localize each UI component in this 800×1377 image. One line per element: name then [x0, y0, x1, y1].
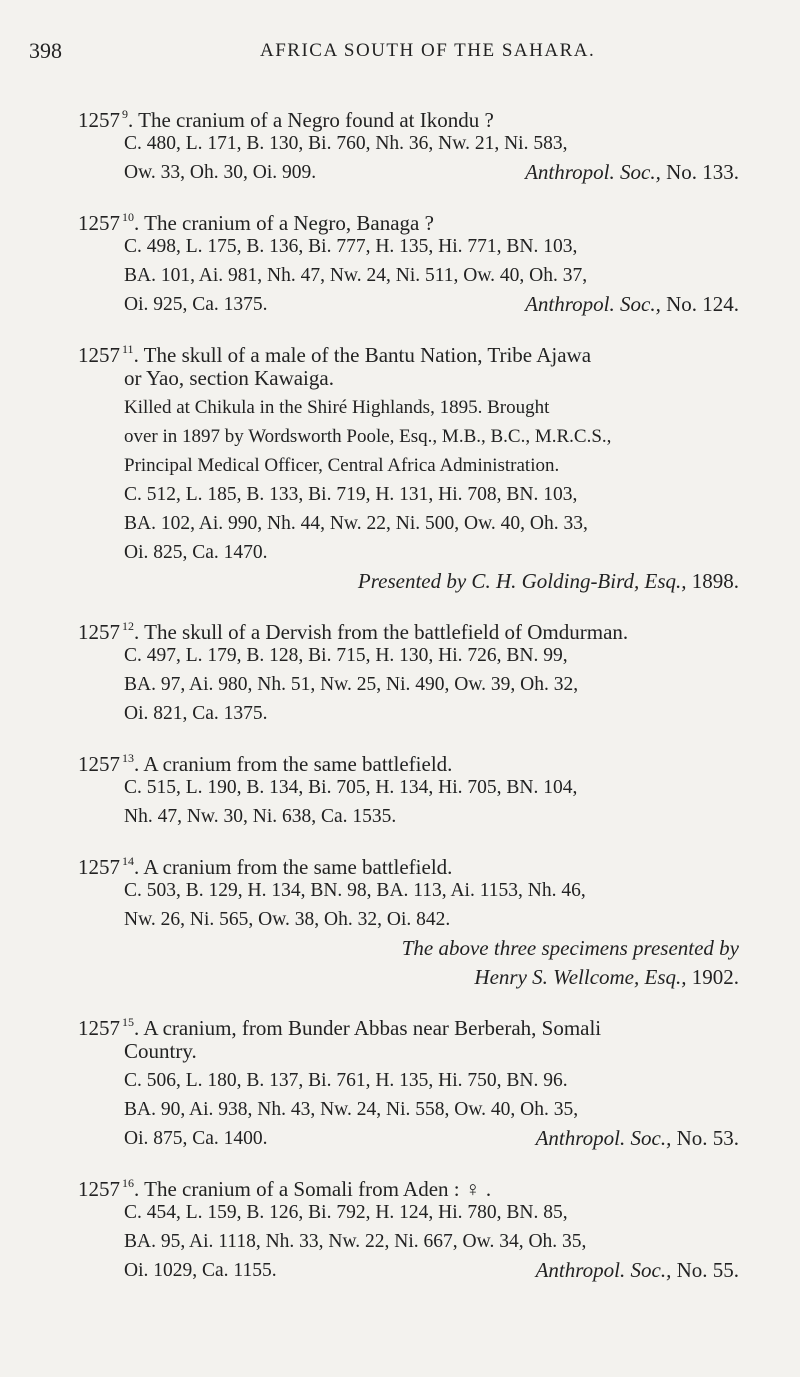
- citation: Anthropol. Soc., No. 133.: [525, 160, 739, 184]
- entry-1257-16: [0, 1169, 800, 1285]
- citation: Anthropol. Soc., No. 124.: [525, 292, 739, 316]
- citation: Anthropol. Soc., No. 53.: [535, 1126, 739, 1150]
- entry-title-continued: Country.: [124, 1039, 197, 1063]
- measurement-line: Oi. 825, Ca. 1470.: [124, 542, 268, 563]
- measurement-line: C. 503, B. 129, H. 134, BN. 98, BA. 113, Ai. 1153, Nh. 46,: [124, 880, 586, 901]
- entry-number: 1257 $^9$: [78, 107, 128, 132]
- entry-1257-10: [0, 203, 800, 319]
- measurement-line: Ow. 33, Oh. 30, Oi. 909. Anthropol. Soc., No. 133.: [0, 158, 800, 187]
- entry-number: 1257 $^{11}$: [78, 342, 134, 367]
- measurement-line: C. 497, L. 179, B. 128, Bi. 715, H. 130, Hi. 726, BN. 99,: [124, 645, 568, 666]
- measurement-line: BA. 90, Ai. 938, Nh. 43, Nw. 24, Ni. 558, Ow. 40, Oh. 35,: [124, 1099, 579, 1120]
- measurement-line: C. 498, L. 175, B. 136, Bi. 777, H. 135, Hi. 771, BN. 103,: [124, 236, 578, 257]
- entry-title: . The cranium of a Somali from Aden : ♀ .: [134, 1177, 492, 1201]
- entry-title: . A cranium from the same battlefield.: [134, 752, 453, 776]
- measurement-line: C. 454, L. 159, B. 126, Bi. 792, H. 124, Hi. 780, BN. 85,: [124, 1202, 568, 1223]
- entry-title: . The skull of a Dervish from the battlefield of Omdurman.: [134, 620, 629, 644]
- measurement-line: Oi. 925, Ca. 1375. Anthropol. Soc., No. 124.: [0, 290, 800, 319]
- measurement-line: C. 506, L. 180, B. 137, Bi. 761, H. 135, Hi. 750, BN. 96.: [124, 1070, 568, 1091]
- entry-1257-9: [0, 100, 800, 187]
- measurement-line: Nw. 26, Ni. 565, Ow. 38, Oh. 32, Oi. 842.: [124, 909, 451, 930]
- measurement-line: Oi. 875, Ca. 1400. Anthropol. Soc., No. 53.: [0, 1124, 800, 1153]
- entry-number: 1257 $^{13}$: [78, 751, 134, 776]
- entry-number: 1257 $^{14}$: [78, 854, 134, 879]
- entry-1257-12: [0, 612, 800, 728]
- entry-number: 1257 $^{15}$: [78, 1015, 134, 1040]
- measurement-line: Oi. 1029, Ca. 1155. Anthropol. Soc., No. 55.: [0, 1256, 800, 1285]
- note-line: over in 1897 by Wordsworth Poole, Esq., M.B., B.C., M.R.C.S.,: [124, 426, 612, 447]
- measurement-line: C. 515, L. 190, B. 134, Bi. 705, H. 134, Hi. 705, BN. 104,: [124, 777, 578, 798]
- entry-1257-11: [0, 335, 800, 596]
- entry-title: . The cranium of a Negro, Banaga ?: [134, 211, 434, 235]
- entry-1257-13: [0, 744, 800, 831]
- measurement-line: BA. 102, Ai. 990, Nh. 44, Nw. 22, Ni. 500, Ow. 40, Oh. 33,: [124, 513, 588, 534]
- measurement-line: Nh. 47, Nw. 30, Ni. 638, Ca. 1535.: [124, 806, 397, 827]
- entry-1257-15: [0, 1008, 800, 1153]
- measurement-line: C. 512, L. 185, B. 133, Bi. 719, H. 131, Hi. 708, BN. 103,: [124, 484, 578, 505]
- entry-number: 1257 $^{16}$: [78, 1176, 134, 1201]
- entries: [0, 100, 800, 1301]
- measurement-line: BA. 101, Ai. 981, Nh. 47, Nw. 24, Ni. 511, Ow. 40, Oh. 37,: [124, 265, 588, 286]
- entry-title: . A cranium from the same battlefield.: [134, 855, 453, 879]
- page-header: [0, 38, 800, 68]
- entry-number: 1257 $^{10}$: [78, 210, 134, 235]
- presented-by: The above three specimens presented by: [401, 936, 739, 960]
- measurement-line: BA. 95, Ai. 1118, Nh. 33, Nw. 22, Ni. 667, Ow. 34, Oh. 35,: [124, 1231, 587, 1252]
- entry-number: 1257 $^{12}$: [78, 619, 134, 644]
- presented-by: Henry S. Wellcome, Esq., 1902.: [474, 965, 739, 989]
- entry-1257-14: [0, 847, 800, 992]
- measurement-line: Oi. 821, Ca. 1375.: [124, 703, 268, 724]
- note-line: Killed at Chikula in the Shiré Highlands, 1895. Brought: [124, 397, 550, 418]
- entry-title: . A cranium, from Bunder Abbas near Berberah, Somali: [134, 1016, 602, 1040]
- entry-title-continued: or Yao, section Kawaiga.: [124, 366, 334, 390]
- citation: Anthropol. Soc., No. 55.: [535, 1258, 739, 1282]
- entry-title: . The skull of a male of the Bantu Nation, Tribe Ajawa: [133, 343, 592, 367]
- note-line: Principal Medical Officer, Central Africa Administration.: [124, 455, 560, 476]
- measurement-line: C. 480, L. 171, B. 130, Bi. 760, Nh. 36, Nw. 21, Ni. 583,: [124, 133, 568, 154]
- measurement-line: BA. 97, Ai. 980, Nh. 51, Nw. 25, Ni. 490, Ow. 39, Oh. 32,: [124, 674, 579, 695]
- presented-by: Presented by C. H. Golding-Bird, Esq., 1898.: [357, 569, 739, 593]
- entry-title: . The cranium of a Negro found at Ikondu ?: [128, 108, 494, 132]
- page-number: 398: [29, 38, 62, 63]
- running-head: AFRICA SOUTH OF THE SAHARA.: [260, 40, 596, 61]
